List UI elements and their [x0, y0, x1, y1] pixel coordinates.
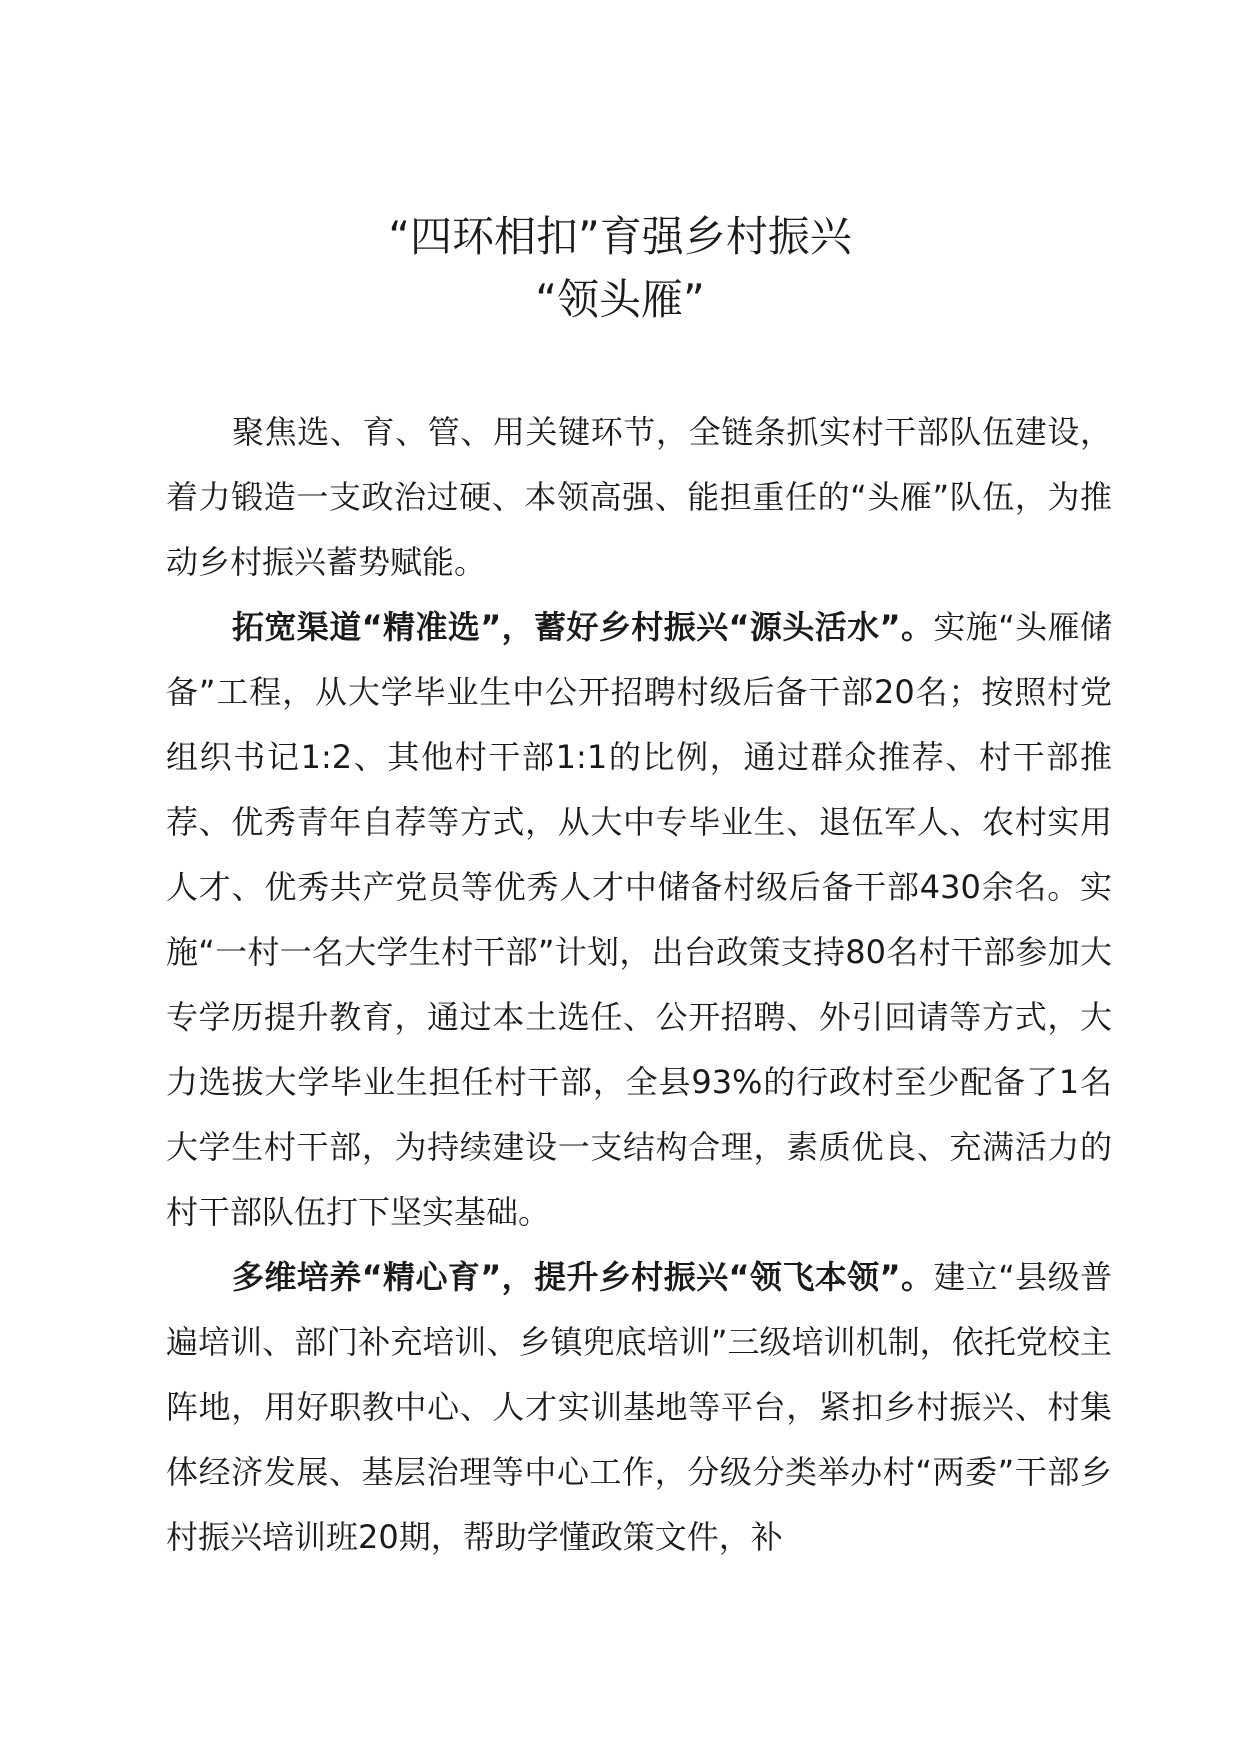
document-title-line-2: “领头雁”	[535, 275, 705, 324]
paragraph-training	[166, 1245, 1112, 1570]
paragraph-intro	[166, 400, 1112, 595]
document-title-line-1: “四环相扣”育强乡村振兴	[388, 212, 852, 261]
paragraph-text: 聚焦选、育、管、用关键环节，全链条抓实村干部队伍建设，着力锻造一支政治过硬、本领高强、能担重任的“头雁”队伍，为推动乡村振兴蓄势赋能。	[166, 413, 1112, 581]
document-body	[166, 400, 1112, 1570]
paragraph-text: 实施“头雁储备”工程，从大学毕业生中公开招聘村级后备干部20名；按照村党组织书记1:2、其他村干部1:1的比例，通过群众推荐、村干部推荐、优秀青年自荐等方式，从大中专毕业生、退伍军人、农村实用人才、优秀共产党员等优秀人才中储备村级后备干部430余名。实施“一村一名大学生村干部”计划，出台政策支持80名村干部参加大专学历提升教育，通过本土选任、公开招聘、外引回请等方式，大力选拔大学毕业生担任村干部，全县93%的行政村至少配备了1名大学生村干部，为持续建设一支结构合理，素质优良、充满活力的村干部队伍打下坚实基础。	[166, 608, 1112, 1231]
paragraph-lead-heading: 多维培养“精心育”，提升乡村振兴“领飞本领”。	[232, 1258, 934, 1296]
paragraph-text: 建立“县级普遍培训、部门补充培训、乡镇兜底培训”三级培训机制，依托党校主阵地，用好职教中心、人才实训基地等平台，紧扣乡村振兴、村集体经济发展、基层治理等中心工作，分级分类举办村“两委”干部乡村振兴培训班20期，帮助学懂政策文件，补	[166, 1258, 1112, 1556]
paragraph-selection	[166, 595, 1112, 1245]
paragraph-lead-heading: 拓宽渠道“精准选”，蓄好乡村振兴“源头活水”。	[232, 608, 934, 646]
